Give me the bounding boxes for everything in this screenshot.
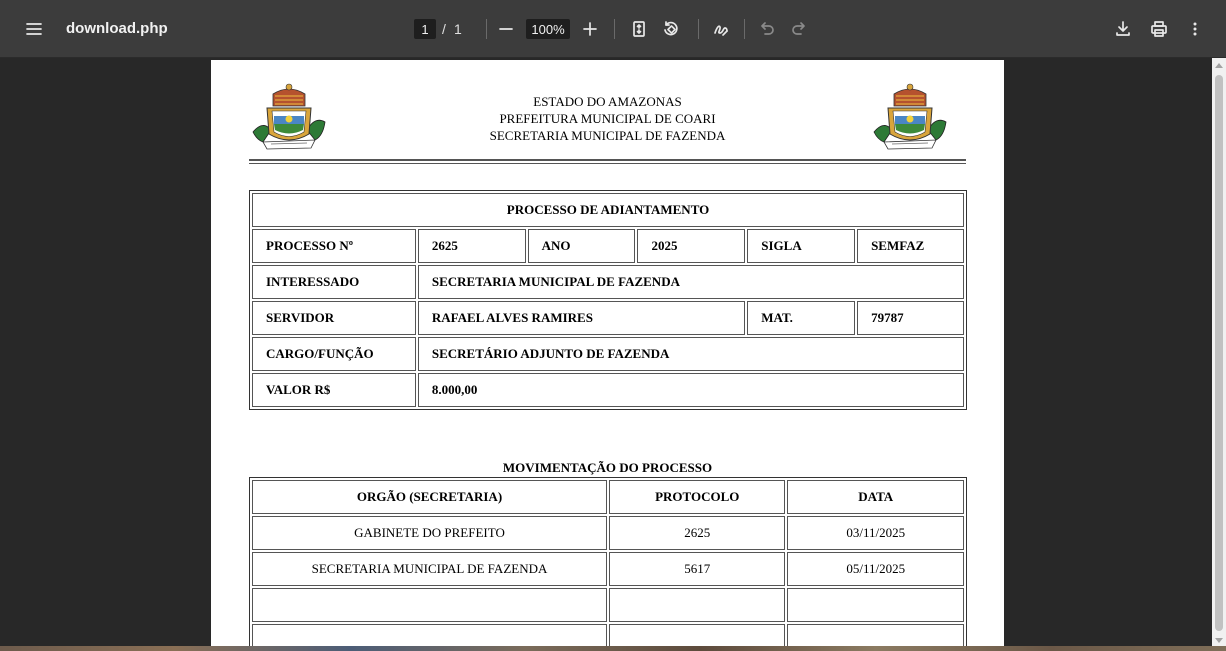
pdf-page — [211, 60, 1004, 651]
ano-value: 2025 — [637, 229, 745, 263]
table-row — [252, 193, 964, 227]
mat-value: 79787 — [857, 301, 964, 335]
column-header-data: DATA — [787, 480, 964, 514]
menu-icon[interactable] — [18, 13, 50, 45]
orgao-cell — [252, 588, 607, 622]
zoom-out-icon[interactable] — [490, 13, 522, 45]
servidor-label: SERVIDOR — [252, 301, 416, 335]
movimentacao-table — [249, 477, 967, 651]
page-number-input[interactable]: 1 — [414, 19, 436, 39]
column-header-orgao: ORGÃO (SECRETARIA) — [252, 480, 607, 514]
vertical-scrollbar[interactable] — [1212, 58, 1226, 651]
header-line-secretary: SECRETARIA MUNICIPAL DE FAZENDA — [489, 128, 726, 143]
toolbar-divider — [698, 19, 699, 39]
sigla-label: SIGLA — [747, 229, 855, 263]
table-row — [252, 552, 964, 586]
table-row — [252, 301, 964, 335]
servidor-value: RAFAEL ALVES RAMIRES — [418, 301, 745, 335]
desktop-strip — [0, 646, 1226, 651]
table-row — [252, 516, 964, 550]
header-divider — [249, 159, 966, 161]
scroll-up-icon[interactable] — [1215, 63, 1223, 68]
undo-icon[interactable] — [751, 13, 783, 45]
processo-value: 2625 — [418, 229, 526, 263]
orgao-cell: SECRETARIA MUNICIPAL DE FAZENDA — [252, 552, 607, 586]
column-header-protocolo: PROTOCOLO — [609, 480, 785, 514]
rotate-icon[interactable] — [655, 13, 687, 45]
page-separator: / — [442, 21, 446, 37]
print-icon[interactable] — [1143, 13, 1175, 45]
annotate-icon[interactable] — [705, 13, 737, 45]
redo-icon[interactable] — [783, 13, 815, 45]
table-row — [252, 588, 964, 622]
toolbar-divider — [744, 19, 745, 39]
header-divider — [249, 163, 966, 164]
table-row — [252, 337, 964, 371]
toolbar-divider — [486, 19, 487, 39]
header-line-state: ESTADO DO AMAZONAS — [533, 94, 682, 109]
data-cell: 03/11/2025 — [787, 516, 964, 550]
table-header-row — [252, 480, 964, 514]
ano-label: ANO — [528, 229, 636, 263]
valor-value: 8.000,00 — [418, 373, 964, 407]
protocolo-cell: 2625 — [609, 516, 785, 550]
pdf-viewer[interactable] — [0, 58, 1212, 651]
table-row — [252, 373, 964, 407]
movimentacao-title: MOVIMENTAÇÃO DO PROCESSO — [502, 460, 713, 475]
download-icon[interactable] — [1107, 13, 1139, 45]
protocolo-cell — [609, 588, 785, 622]
toolbar-divider — [614, 19, 615, 39]
pdf-toolbar — [0, 0, 1226, 58]
zoom-in-icon[interactable] — [574, 13, 606, 45]
form-title: PROCESSO DE ADIANTAMENTO — [252, 193, 964, 227]
coat-of-arms-icon — [870, 80, 950, 152]
orgao-cell: GABINETE DO PREFEITO — [252, 516, 607, 550]
header-line-city: PREFEITURA MUNICIPAL DE COARI — [499, 111, 716, 126]
mat-label: MAT. — [747, 301, 855, 335]
table-row — [252, 229, 964, 263]
document-title: download.php — [66, 20, 168, 37]
processo-label: PROCESSO Nº — [252, 229, 416, 263]
data-cell — [787, 588, 964, 622]
protocolo-cell: 5617 — [609, 552, 785, 586]
interessado-value: SECRETARIA MUNICIPAL DE FAZENDA — [418, 265, 964, 299]
fit-page-icon[interactable] — [623, 13, 655, 45]
scroll-down-icon[interactable] — [1215, 638, 1223, 643]
valor-label: VALOR R$ — [252, 373, 416, 407]
scroll-thumb[interactable] — [1215, 75, 1223, 631]
cargo-value: SECRETÁRIO ADJUNTO DE FAZENDA — [418, 337, 964, 371]
process-form-table — [249, 190, 967, 410]
page-total: 1 — [454, 21, 462, 37]
zoom-input[interactable]: 100% — [526, 19, 570, 39]
sigla-value: SEMFAZ — [857, 229, 964, 263]
data-cell: 05/11/2025 — [787, 552, 964, 586]
table-row — [252, 265, 964, 299]
more-icon[interactable] — [1179, 13, 1211, 45]
cargo-label: CARGO/FUNÇÃO — [252, 337, 416, 371]
interessado-label: INTERESSADO — [252, 265, 416, 299]
